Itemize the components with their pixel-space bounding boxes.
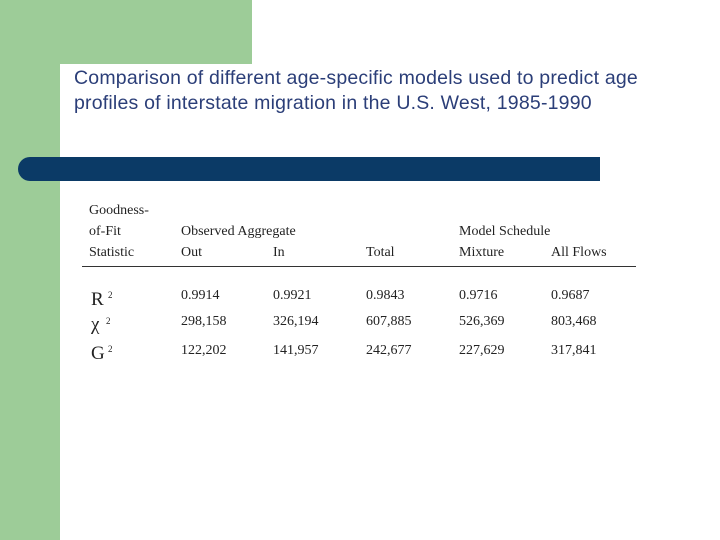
cell-chi2-all-flows: 803,468 [551, 314, 597, 329]
cell-g2-out: 122,202 [181, 343, 227, 358]
column-header-in: In [273, 245, 285, 260]
cell-r2-total: 0.9843 [366, 288, 405, 303]
cell-r2-mixture: 0.9716 [459, 288, 498, 303]
cell-g2-total: 242,677 [366, 343, 412, 358]
row-symbol-g: G [91, 343, 105, 364]
column-header-mixture: Mixture [459, 245, 505, 260]
group-header-observed: Observed Aggregate [181, 224, 296, 239]
cell-r2-all-flows: 0.9687 [551, 288, 590, 303]
cell-chi2-in: 326,194 [273, 314, 319, 329]
stub-header-line-2: of-Fit [89, 224, 121, 239]
cell-chi2-total: 607,885 [366, 314, 412, 329]
row-symbol-r: R [91, 289, 104, 310]
cell-chi2-mixture: 526,369 [459, 314, 505, 329]
stub-header-line-1: Goodness- [89, 203, 149, 218]
column-header-out: Out [181, 245, 202, 260]
column-header-total: Total [366, 245, 395, 260]
row-exponent-g: 2 [108, 344, 113, 354]
cell-g2-mixture: 227,629 [459, 343, 505, 358]
cell-r2-out: 0.9914 [181, 288, 220, 303]
column-header-all-flows: All Flows [551, 245, 607, 260]
slide-title: Comparison of different age-specific models used to predict age profiles of interstate migration in the U.S. West, 1985-1990 [74, 67, 638, 114]
group-header-model: Model Schedule [459, 224, 551, 239]
stub-header-line-3: Statistic [89, 245, 135, 260]
title-underline-bar [18, 157, 600, 181]
cell-r2-in: 0.9921 [273, 288, 312, 303]
cell-g2-in: 141,957 [273, 343, 319, 358]
cell-chi2-out: 298,158 [181, 314, 227, 329]
cell-g2-all-flows: 317,841 [551, 343, 597, 358]
header-rule [82, 266, 636, 267]
row-exponent-chi: 2 [106, 316, 111, 326]
green-background-left [0, 0, 60, 540]
row-symbol-chi: χ [91, 314, 100, 335]
row-exponent-r: 2 [108, 290, 113, 300]
